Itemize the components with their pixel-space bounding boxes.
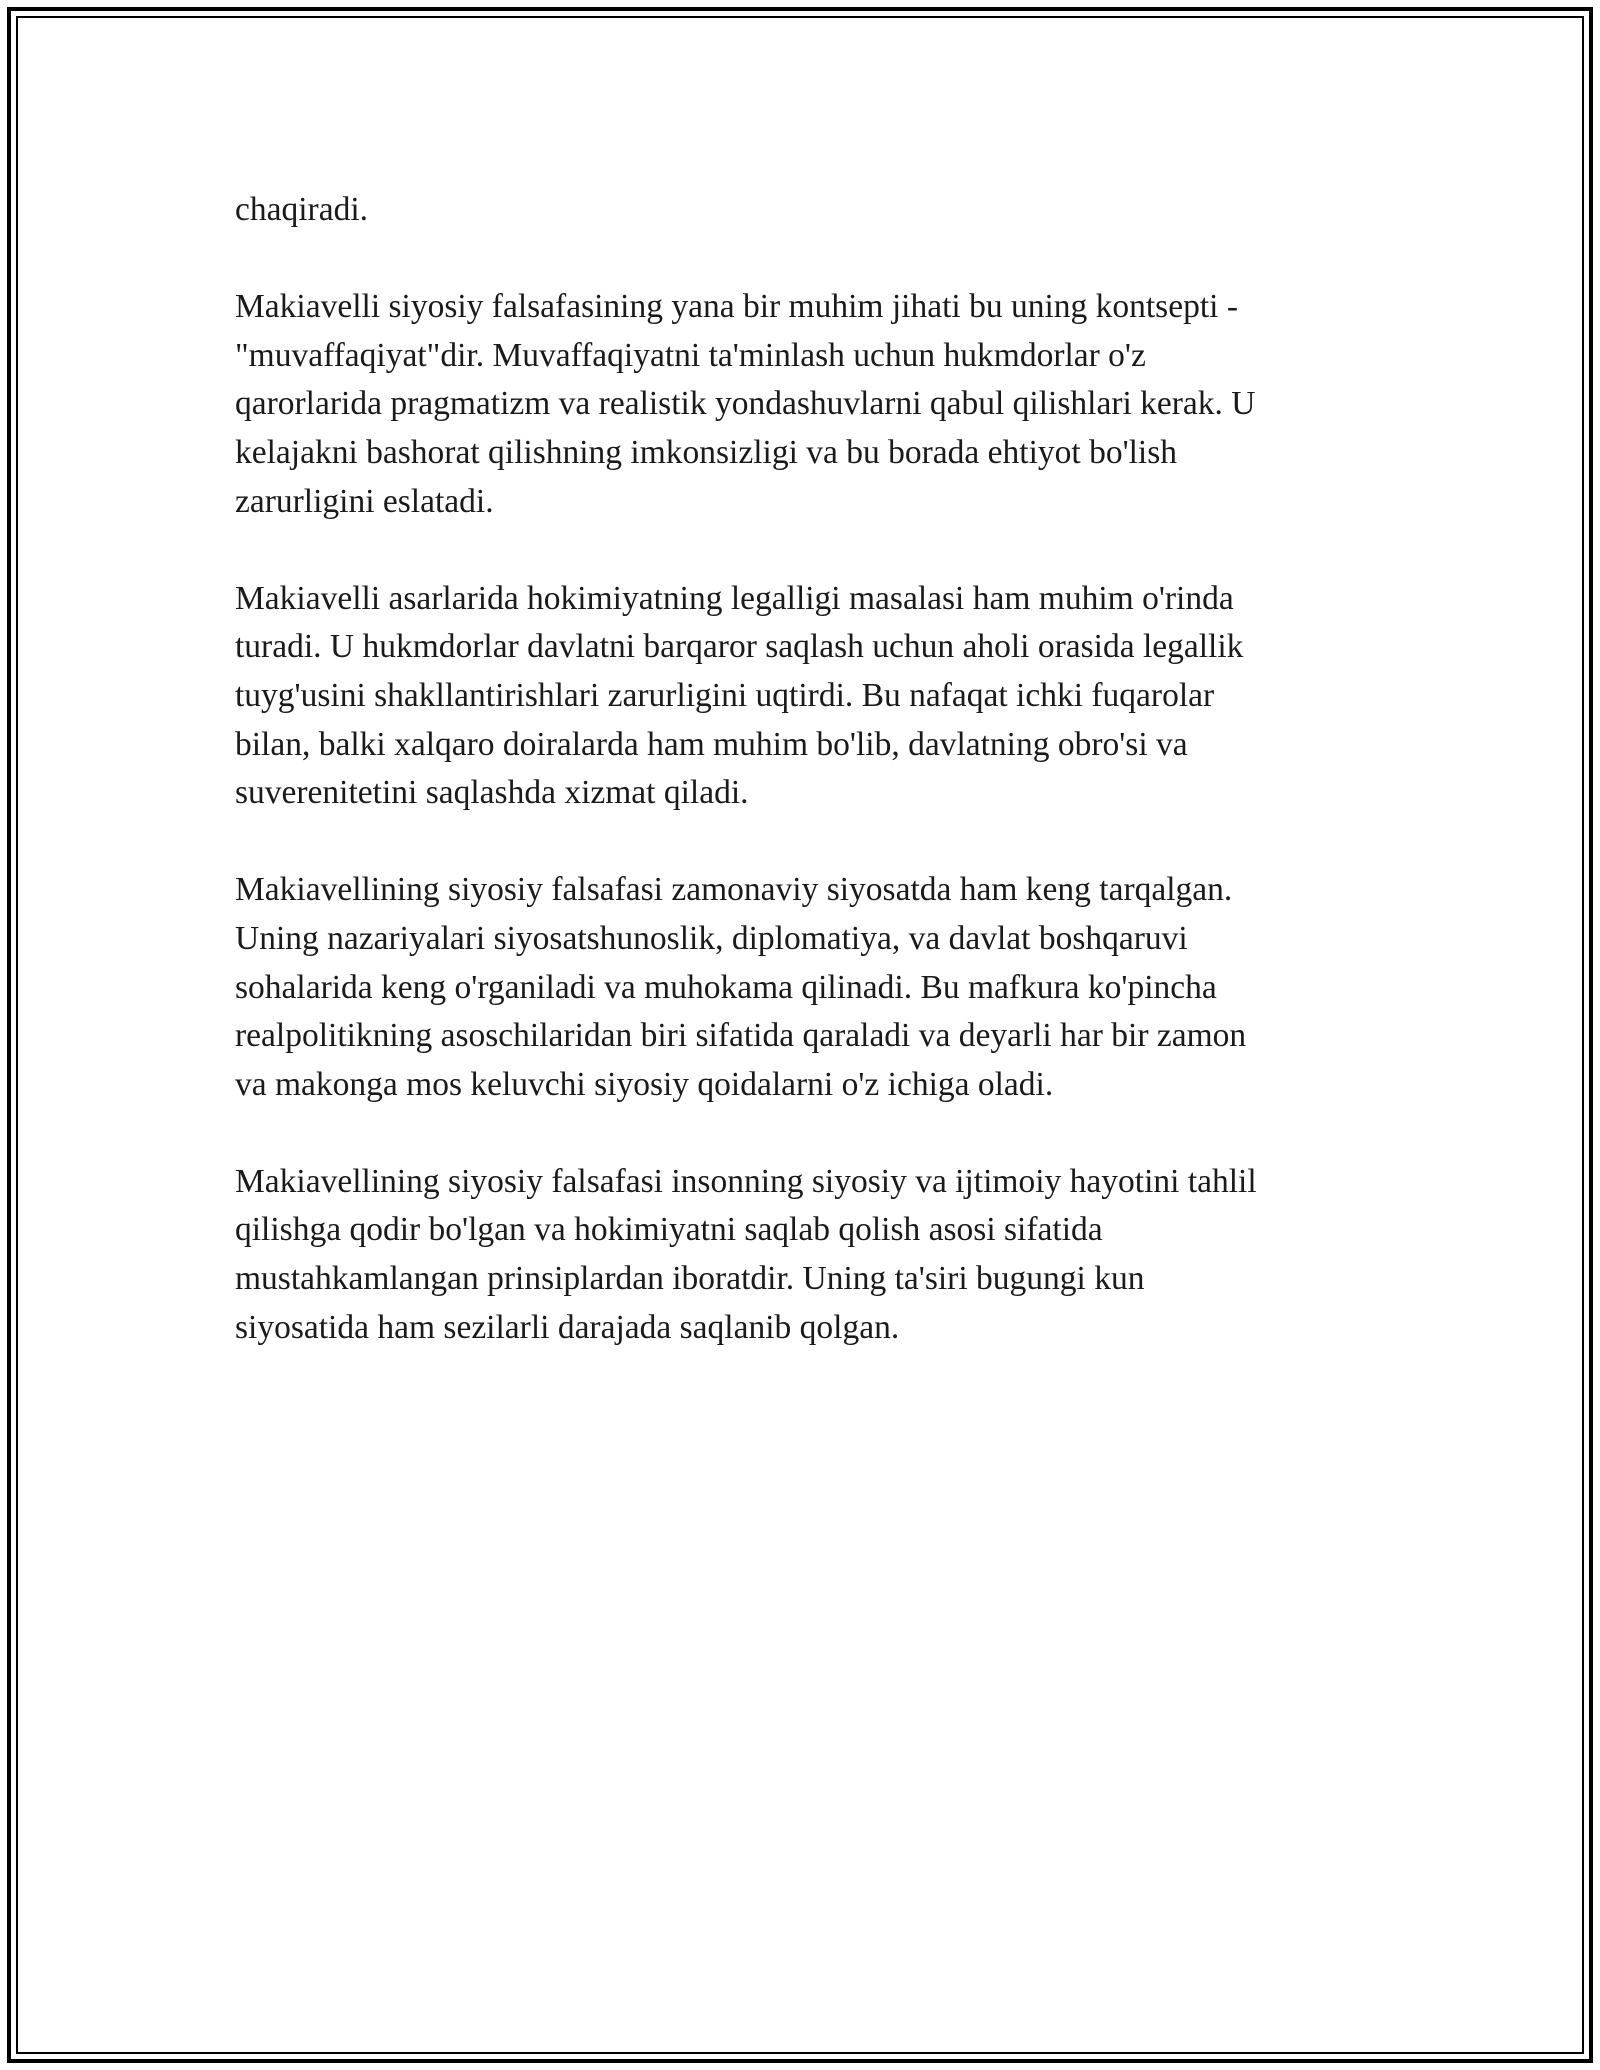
paragraph: Makiavellining siyosiy falsafasi zamonaviy siyosatda ham keng tarqalgan. Uning nazariyalari siyosatshunoslik, diplomatiya, va davlat boshqaruvi sohalarida keng o'rganiladi va muhokama qilinadi. Bu mafkura ko'pincha realpolitikning asoschilaridan biri sifatida qaraladi va deyarli har bir zamon va makonga mos keluvchi siyosiy qoidalarni o'z ichiga oladi. [235,871,1247,1103]
document-body [235,186,1365,1401]
paragraph: chaqiradi. [235,191,369,228]
paragraph: Makiavelli siyosiy falsafasining yana bir muhim jihati bu uning kontsepti - "muvaffaqiyat"dir. Muvaffaqiyatni ta'minlash uchun hukmdorlar o'z qarorlarida pragmatizm va realistik yondashuvlarni qabul qilishlari kerak. U kelajakni bashorat qilishning imkonsizligi va bu borada ehtiyot bo'lish zarurligini eslatadi. [235,288,1256,520]
paragraph: Makiavelli asarlarida hokimiyatning legalligi masalasi ham muhim o'rinda turadi. U hukmdorlar davlatni barqaror saqlash uchun aholi orasida legallik tuyg'usini shakllantirishlari zarurligini uqtirdi. Bu nafaqat ichki fuqarolar bilan, balki xalqaro doiralarda ham muhim bo'lib, davlatning obro'si va suverenitetini saqlashda xizmat qiladi. [235,579,1244,812]
paragraph: Makiavellining siyosiy falsafasi insonning siyosiy va ijtimoiy hayotini tahlil qilishga qodir bo'lgan va hokimiyatni saqlab qolish asosi sifatida mustahkamlangan prinsiplardan iboratdir. Uning ta'siri bugungi kun siyosatida ham sezilarli darajada saqlanib qolgan. [235,1162,1257,1346]
